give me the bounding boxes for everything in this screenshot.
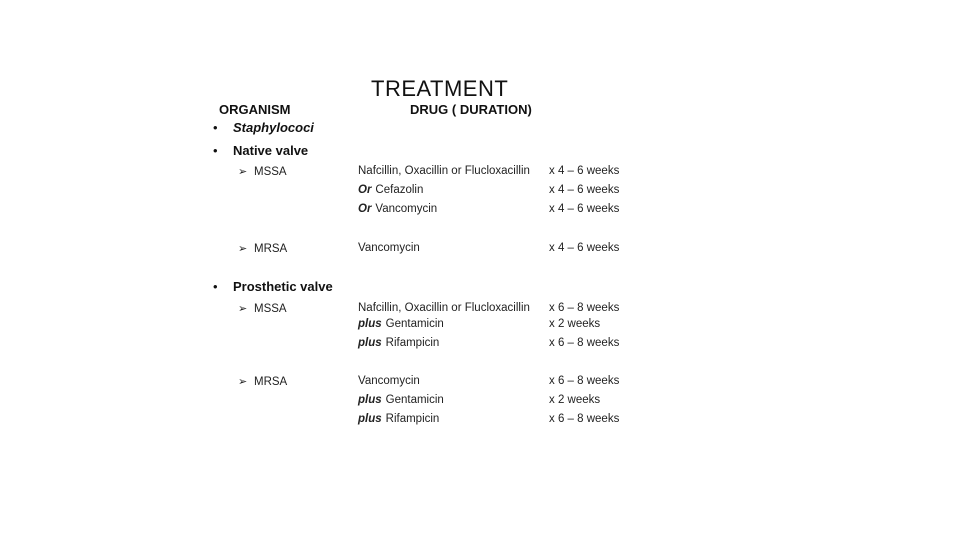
prosthetic-mrsa-subheading <box>238 375 287 388</box>
slide-title: TREATMENT <box>371 76 509 101</box>
drug-duration-header: DRUG ( DURATION) <box>410 102 532 117</box>
bullet-label: Prosthetic valve <box>233 279 333 294</box>
organism-header: ORGANISM <box>219 102 291 117</box>
drug-row <box>358 394 444 406</box>
drug-row <box>358 165 530 177</box>
duration-cell: x 6 – 8 weeks <box>549 337 620 349</box>
arrow-bullet-icon: ➢ <box>238 166 248 178</box>
drug-row <box>358 242 420 254</box>
drug-name: Vancomycin <box>375 203 438 215</box>
drug-name: Vancomycin <box>358 242 420 254</box>
drug-name: Gentamicin <box>385 394 444 406</box>
bullet-dot: • <box>213 143 218 158</box>
arrow-bullet-icon: ➢ <box>238 376 248 388</box>
organism-label: MRSA <box>254 376 288 388</box>
drug-modifier: plus <box>358 394 382 406</box>
duration-cell: x 6 – 8 weeks <box>549 413 620 425</box>
duration-cell: x 4 – 6 weeks <box>549 184 620 196</box>
duration-cell: x 6 – 8 weeks <box>549 375 620 387</box>
drug-name: Vancomycin <box>358 375 420 387</box>
bullet-staphylococci <box>213 120 314 135</box>
organism-label: MRSA <box>254 243 288 255</box>
prosthetic-mssa-subheading <box>238 302 287 315</box>
drug-row <box>358 375 420 387</box>
duration-cell: x 4 – 6 weeks <box>549 203 620 215</box>
drug-modifier: plus <box>358 413 382 425</box>
drug-name: Gentamicin <box>385 318 444 330</box>
duration-cell: x 4 – 6 weeks <box>549 242 620 254</box>
duration-cell: x 6 – 8 weeks <box>549 302 620 314</box>
drug-modifier: plus <box>358 318 382 330</box>
drug-name: Nafcillin, Oxacillin or Flucloxacillin <box>358 165 530 177</box>
bullet-label: Native valve <box>233 143 309 158</box>
organism-label: MSSA <box>254 166 287 178</box>
drug-row <box>358 203 437 215</box>
drug-name: Rifampicin <box>385 337 440 349</box>
bullet-dot: • <box>213 120 218 135</box>
drug-modifier: plus <box>358 337 382 349</box>
drug-name: Cefazolin <box>375 184 424 196</box>
drug-name: Nafcillin, Oxacillin or Flucloxacillin <box>358 302 530 314</box>
organism-label: MSSA <box>254 303 287 315</box>
duration-cell: x 2 weeks <box>549 318 601 330</box>
drug-row <box>358 184 423 196</box>
drug-name: Rifampicin <box>385 413 440 425</box>
bullet-label: Staphylococi <box>233 120 314 135</box>
drug-row <box>358 413 439 425</box>
bullet-dot: • <box>213 279 218 294</box>
drug-modifier: Or <box>358 203 372 215</box>
arrow-bullet-icon: ➢ <box>238 303 248 315</box>
drug-row <box>358 337 439 349</box>
bullet-prosthetic-valve <box>213 279 333 294</box>
drug-row <box>358 302 530 314</box>
duration-cell: x 4 – 6 weeks <box>549 165 620 177</box>
bullet-native-valve <box>213 143 308 158</box>
drug-modifier: Or <box>358 184 372 196</box>
arrow-bullet-icon: ➢ <box>238 243 248 255</box>
duration-cell: x 2 weeks <box>549 394 601 406</box>
native-mrsa-subheading <box>238 242 287 255</box>
drug-row <box>358 318 444 330</box>
native-mssa-subheading <box>238 165 287 178</box>
